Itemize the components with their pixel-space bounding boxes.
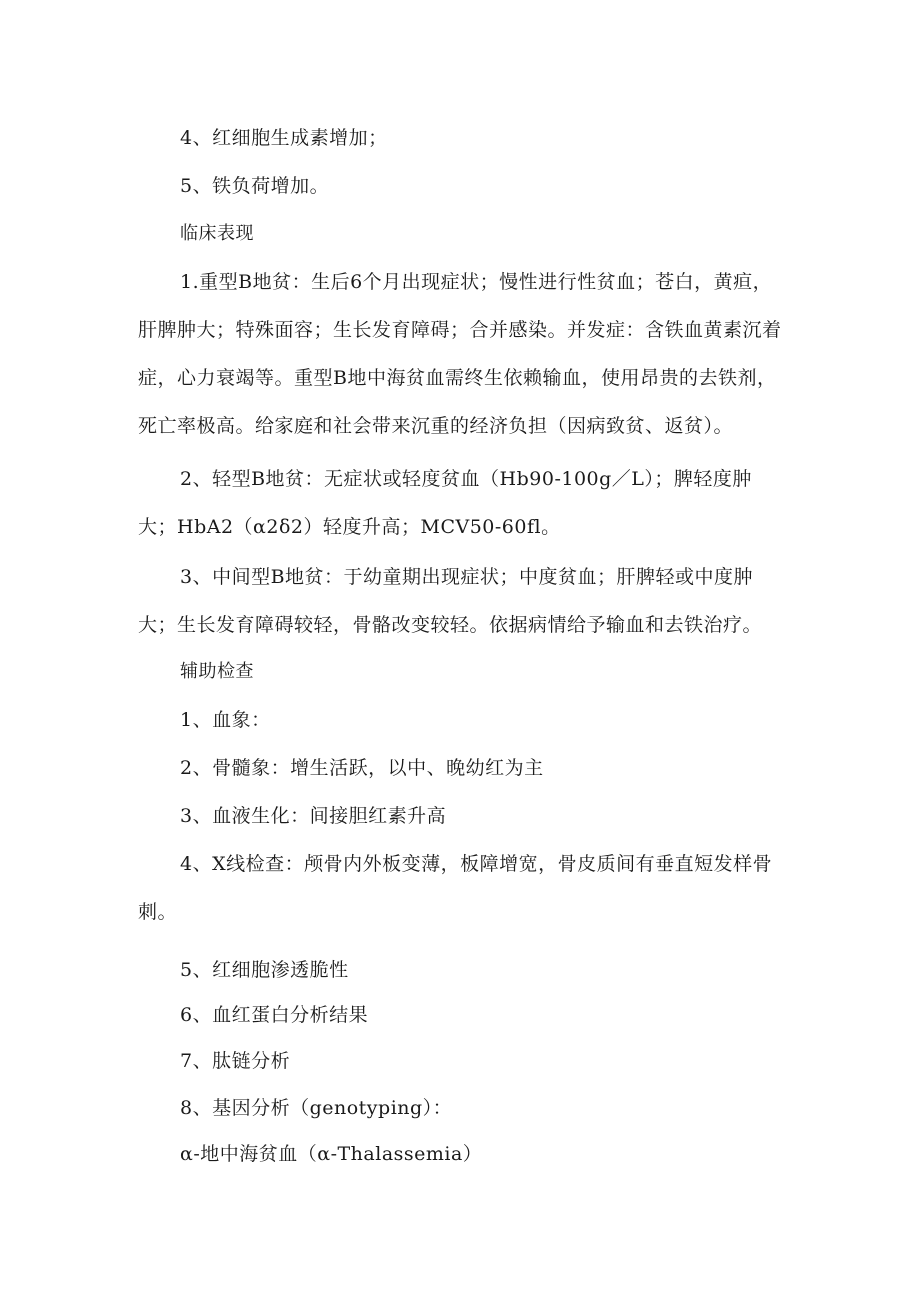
- list-item-hemoglobin-analysis: 6、血红蛋白分析结果: [180, 1004, 369, 1026]
- subheading-alpha-thalassemia: α-地中海贫血（α-Thalassemia）: [180, 1143, 483, 1165]
- paragraph-intermedia-thalassemia: 3、中间型Β地贫：于幼童期出现症状；中度贫血；肝脾轻或中度肿大；生长发育障碍较轻，骨骼改变较轻。依据病情给予输血和去铁治疗。: [138, 566, 763, 636]
- list-item-iron-load: 5、铁负荷增加。: [180, 175, 330, 197]
- section-heading-auxiliary: 辅助检查: [180, 661, 254, 682]
- paragraph-minor-thalassemia: 2、轻型Β地贫：无症状或轻度贫血（Hb90-100g／L）；脾轻度肿大；HbA2（α2δ2）轻度升高；MCV50-60fl。: [138, 468, 752, 538]
- paragraph-major-thalassemia: 1.重型Β地贫：生后6个月出现症状；慢性进行性贫血；苍白，黄疸，肝脾肿大；特殊面容；生长发育障碍；合并感染。并发症：含铁血黄素沉着症，心力衰竭等。重型Β地中海贫血需终生依赖输血，使用昂贵的去铁剂，死亡率极高。给家庭和社会带来沉重的经济负担（因病致贫、返贫）。: [138, 271, 782, 437]
- list-item-osmotic-fragility: 5、红细胞渗透脆性: [180, 959, 349, 981]
- list-item-peptide-chain: 7、肽链分析: [180, 1050, 291, 1072]
- section-heading-clinical: 临床表现: [180, 223, 254, 244]
- list-item-genotyping: 8、基因分析（genotyping）：: [180, 1097, 453, 1119]
- list-item-blood-picture: 1、血象：: [180, 709, 271, 731]
- list-item-xray: 4、X线检查：颅骨内外板变薄，板障增宽，骨皮质间有垂直短发样骨刺。: [138, 853, 773, 923]
- list-item-epo: 4、红细胞生成素增加；: [180, 127, 388, 149]
- list-item-bone-marrow: 2、骨髓象：增生活跃，以中、晚幼红为主: [180, 757, 544, 779]
- list-item-biochemistry: 3、血液生化：间接胆红素升高: [180, 805, 447, 827]
